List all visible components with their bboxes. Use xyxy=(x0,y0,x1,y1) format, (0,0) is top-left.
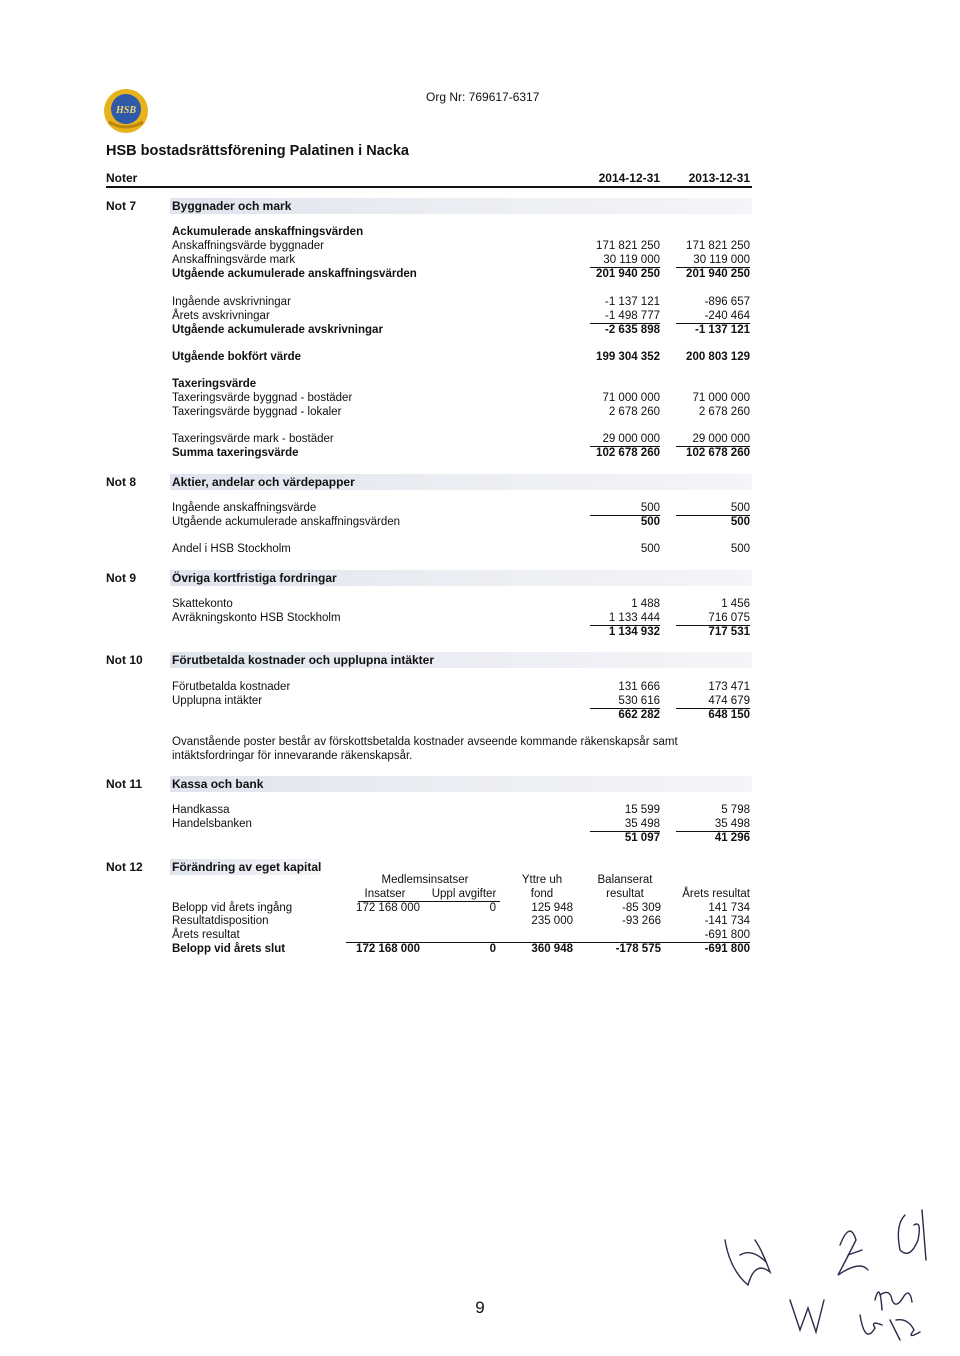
row-label: Taxeringsvärde byggnad - bostäder xyxy=(172,392,353,404)
cell: 0 xyxy=(489,902,496,914)
row-label: Utgående ackumulerade anskaffningsvärden xyxy=(172,268,417,280)
note-9-title: Övriga kortfristiga fordringar xyxy=(172,571,337,585)
cell: -691 800 xyxy=(704,943,750,955)
row-value: 5 798 xyxy=(721,804,750,816)
row-value: 2 678 260 xyxy=(698,406,750,418)
row-value: 35 498 xyxy=(714,818,750,830)
row-value: -2 635 898 xyxy=(605,324,660,336)
note-11-tag: Not 11 xyxy=(106,777,143,791)
row-label: Avräkningskonto HSB Stockholm xyxy=(172,612,341,624)
row-value: 1 133 444 xyxy=(608,612,660,624)
row-value: 716 075 xyxy=(708,612,750,624)
row-label: Summa taxeringsvärde xyxy=(172,447,299,459)
note-12-title: Förändring av eget kapital xyxy=(172,860,322,874)
note-10-text-line-1: Ovanstående poster består av förskottsbetalda kostnader avseende kommande räkenskapsår samt xyxy=(172,736,678,748)
row-value: 474 679 xyxy=(708,695,750,707)
row-value: 2 678 260 xyxy=(608,406,660,418)
col-header-yttre-2: fond xyxy=(530,888,554,900)
cell: 360 948 xyxy=(531,943,573,955)
cell: 235 000 xyxy=(531,915,573,927)
hsb-logo xyxy=(103,88,149,134)
cell: -93 266 xyxy=(621,915,661,927)
row-value: -1 137 121 xyxy=(695,324,750,336)
row-value: 530 616 xyxy=(618,695,660,707)
row-label: Ingående anskaffningsvärde xyxy=(172,502,317,514)
hsb-logo-icon xyxy=(103,88,149,134)
row-value: 173 471 xyxy=(708,681,750,693)
ack-heading: Ackumulerade anskaffningsvärden xyxy=(172,226,364,238)
cell: -691 800 xyxy=(704,929,750,941)
row-value: 201 940 250 xyxy=(596,268,660,280)
note-8-title: Aktier, andelar och värdepapper xyxy=(172,475,355,489)
row-label: Handkassa xyxy=(172,804,230,816)
cell: -141 734 xyxy=(704,915,750,927)
row-value: 201 940 250 xyxy=(686,268,750,280)
total-value: 717 531 xyxy=(708,626,750,638)
total-value: 648 150 xyxy=(708,709,750,721)
col-header-balanserat-1: Balanserat xyxy=(597,874,653,886)
cell: 172 168 000 xyxy=(356,943,420,955)
col-header-yttre-1: Yttre uh xyxy=(521,874,563,886)
col-header-insatser: Insatser xyxy=(364,888,406,900)
row-label: Andel i HSB Stockholm xyxy=(172,543,291,555)
note-7-tag: Not 7 xyxy=(106,199,136,213)
row-label: Anskaffningsvärde mark xyxy=(172,254,296,266)
row-value: 30 119 000 xyxy=(603,254,660,266)
row-label: Belopp vid årets ingång xyxy=(172,902,293,914)
handwritten-signatures xyxy=(700,1200,950,1350)
row-value: 29 000 000 xyxy=(602,433,660,445)
row-value: 30 119 000 xyxy=(693,254,750,266)
note-8-tag: Not 8 xyxy=(106,475,136,489)
cell: 141 734 xyxy=(708,902,750,914)
col-header-balanserat-2: resultat xyxy=(606,888,644,900)
col-header-arets-resultat: Årets resultat xyxy=(682,888,750,900)
row-value: 1 488 xyxy=(631,598,660,610)
row-value: 500 xyxy=(730,516,750,528)
row-value: 71 000 000 xyxy=(692,392,750,404)
row-value: 131 666 xyxy=(618,681,660,693)
row-value: 500 xyxy=(730,543,750,555)
note-7-title: Byggnader och mark xyxy=(172,199,292,213)
cell: -85 309 xyxy=(621,902,661,914)
row-label: Utgående bokfört värde xyxy=(172,351,302,363)
cell: -178 575 xyxy=(615,943,661,955)
row-value: 29 000 000 xyxy=(692,433,750,445)
note-9-tag: Not 9 xyxy=(106,571,136,585)
note-10-text-line-2: intäktsfordringar för innevarande räkenskapsår. xyxy=(172,750,413,762)
row-value: 102 678 260 xyxy=(686,447,750,459)
row-value: 500 xyxy=(640,516,660,528)
row-label: Skattekonto xyxy=(172,598,233,610)
total-value: 51 097 xyxy=(624,832,660,844)
row-value: 500 xyxy=(640,502,660,514)
row-value: 35 498 xyxy=(624,818,660,830)
row-value: 500 xyxy=(730,502,750,514)
row-label: Utgående ackumulerade anskaffningsvärden xyxy=(172,516,401,528)
page-number: 9 xyxy=(475,1298,485,1317)
note-11-title: Kassa och bank xyxy=(172,777,264,791)
row-value: -1 498 777 xyxy=(605,310,660,322)
cell: 172 168 000 xyxy=(356,902,420,914)
page-title: HSB bostadsrättsförening Palatinen i Nacka xyxy=(106,143,409,159)
row-label: Utgående ackumulerade avskrivningar xyxy=(172,324,383,336)
row-label: Handelsbanken xyxy=(172,818,252,830)
noter-label: Noter xyxy=(106,171,138,185)
row-value: 171 821 250 xyxy=(596,240,660,252)
tax-heading: Taxeringsvärde xyxy=(172,378,257,390)
column-header-2014: 2014-12-31 xyxy=(598,171,660,185)
org-number: Org Nr: 769617-6317 xyxy=(426,90,540,104)
column-header-2013: 2013-12-31 xyxy=(688,171,750,185)
col-header-uppl-avgifter: Uppl avgifter xyxy=(431,888,497,900)
total-value: 41 296 xyxy=(714,832,750,844)
col-header-medlemsinsatser: Medlemsinsatser xyxy=(381,874,469,886)
row-label: Upplupna intäkter xyxy=(172,695,263,707)
row-label: Taxeringsvärde mark - bostäder xyxy=(172,433,334,445)
row-label: Ingående avskrivningar xyxy=(172,296,291,308)
row-value: 102 678 260 xyxy=(596,447,660,459)
cell: 0 xyxy=(489,943,496,955)
note-12-tag: Not 12 xyxy=(106,860,143,874)
row-value: 15 599 xyxy=(624,804,660,816)
svg-text:HSB: HSB xyxy=(115,105,137,116)
cell: 125 948 xyxy=(531,902,573,914)
row-value: 171 821 250 xyxy=(686,240,750,252)
row-label: Årets resultat xyxy=(172,929,240,941)
row-value: -1 137 121 xyxy=(605,296,660,308)
row-value: -896 657 xyxy=(704,296,750,308)
row-value: 200 803 129 xyxy=(686,351,750,363)
row-value: 500 xyxy=(640,543,660,555)
note-10-title: Förutbetalda kostnader och upplupna intäkter xyxy=(172,653,435,667)
total-value: 1 134 932 xyxy=(608,626,660,638)
row-value: 71 000 000 xyxy=(602,392,660,404)
total-value: 662 282 xyxy=(618,709,660,721)
row-value: 1 456 xyxy=(721,598,750,610)
row-value: -240 464 xyxy=(704,310,750,322)
note-10-tag: Not 10 xyxy=(106,653,143,667)
row-value: 199 304 352 xyxy=(596,351,660,363)
header-rule xyxy=(106,186,752,188)
row-label: Årets avskrivningar xyxy=(172,310,270,322)
row-label: Belopp vid årets slut xyxy=(172,943,286,955)
row-label: Förutbetalda kostnader xyxy=(172,681,291,693)
row-label: Resultatdisposition xyxy=(172,915,269,927)
row-label: Taxeringsvärde byggnad - lokaler xyxy=(172,406,342,418)
row-label: Anskaffningsvärde byggnader xyxy=(172,240,324,252)
